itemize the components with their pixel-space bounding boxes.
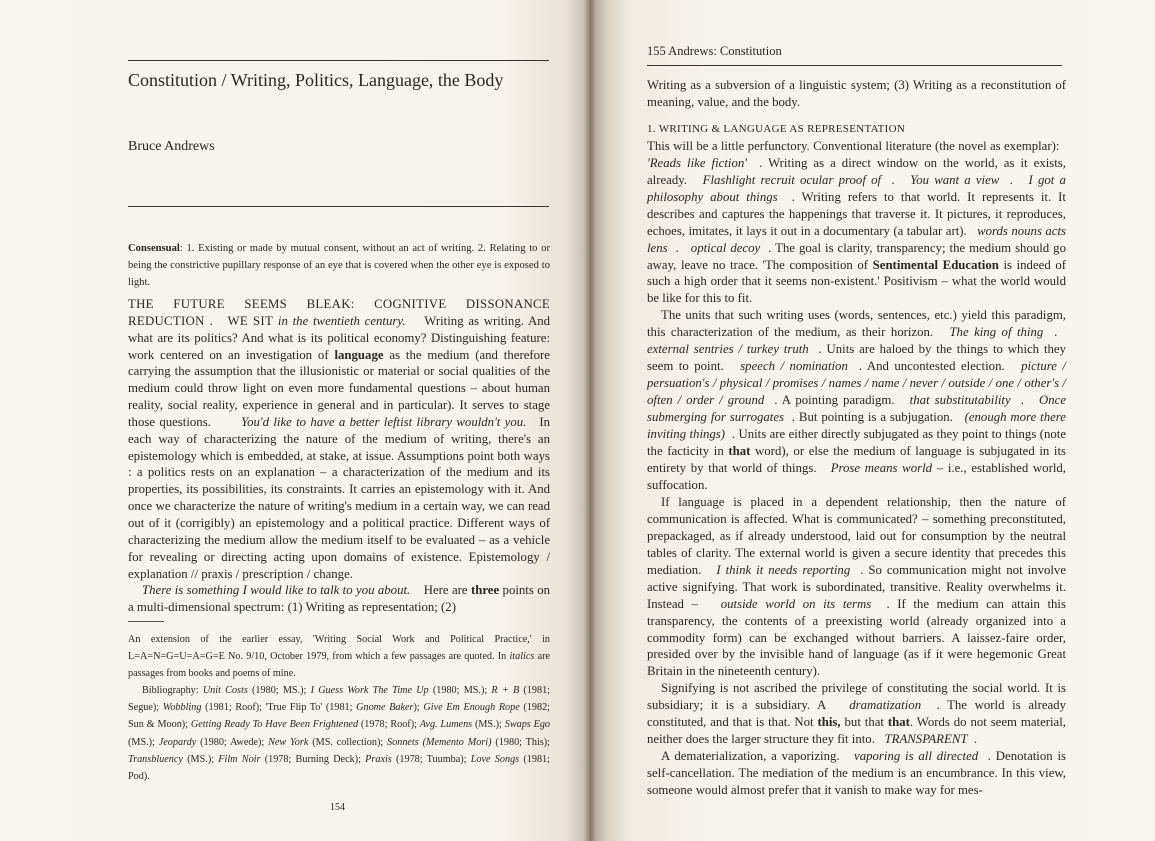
body-text: . So communication might not involve active signifying. That work is subordinated, transitive. Reality overwhelms it. Instead – [647,562,1067,611]
bibliography-detail: (MS.); [182,753,219,765]
right-page [590,0,1155,841]
body-text: . The world is already constituted, and that is that. Not [647,698,1066,730]
bibliography-title: Give Em Enough Rope [423,702,520,714]
body-text: In each way of characterizing the nature of the medium of writing, there's an epistemology which is embedded, at stake, at issue. Assumptions point both ways : a politics rests on an explanation – a characterization of the medium and its properties, its possibilities, its constraints. It carries an epistemology with it. And once we characterize the nature of writing's medium in a certain way, we can read out of it (corrigibly) an epistemology and a political practice. Different ways of characterizing the medium allow the medium itself to be evaluated – as a vehicle for revealing or directing acting upon domains of existence. Epistemology / explanation // praxis / prescription / change. [128,414,550,581]
footnote-rule [128,621,164,622]
italic-quote: optical decoy [690,240,761,255]
bibliography-detail: (1980; This); [491,736,551,748]
italic-quote: (enough more there inviting things) [647,410,1066,442]
bold-text: that [728,444,751,459]
italic-quote: speech / nomination [740,359,848,374]
italic-quote: in the twentieth century. [277,313,406,328]
italic-quote: words nouns acts lens [647,223,1066,255]
body-text: . The goal is clarity, transparency; the medium should go away, leave no trace. 'The composition of [647,240,1066,272]
bibliography-detail: (MS.); [472,719,505,731]
body-text: . [1009,172,1013,187]
bibliography-title: R + B [491,685,520,697]
italic-quote: Once submerging for surrogates [647,393,1066,425]
body-text: is indeed of such a high order that it seems non-existent.' Positivism – what the world would be like for this to fit. [647,257,1066,306]
italic-quote: that substitutability [909,393,1011,408]
body-text: . But pointing is a subjugation. [791,410,953,425]
book-gutter-shadow [584,0,596,841]
italic-quote: 'Reads like fiction' [647,155,747,170]
body-text: . Units are either directly subjugated as they point to things (note the facticity in [647,427,1067,459]
italic-quote: You want a view [910,172,1000,187]
bibliography-detail: (1980; Awede); [196,736,269,748]
body-text: . If the medium can attain this transparency, the contents of a preexisting world (already organized into a commodity form) can be exchanged without barriers. A laissez-faire order, presided over by the invisible hand of language (as if it were hegemonic Great Britain in the nineteenth century). [647,596,1066,679]
bibliography-detail: (1978; Burning Deck); [260,753,366,765]
bold-text: Sentimental Education [872,257,999,272]
section-heading: 1. WRITING & LANGUAGE AS REPRESENTATION [647,122,906,135]
body-text: . A pointing paradigm. [774,393,895,408]
bibliography-title: Avg. Lumens [419,719,473,731]
italic-quote: vaporing is all directed [854,749,979,764]
body-text: . Words do not seem material, neither does the larger structure they fit into. [647,715,1066,747]
author-name: Bruce Andrews [128,139,215,154]
title-top-rule [128,60,549,61]
bibliography-detail: (1981; Pod). [128,753,550,782]
body-text: If language is placed in a dependent relationship, then the nature of communication is affected. What is communicated? – something preconstituted, prepackaged, as if already understood, laid out for consumption by the neutral tables of clarity. The external world is given a secure identity that precedes this mediation. [647,494,1066,577]
body-text: . Writing as a direct window on the world, as it exists, already. [647,155,1066,187]
body-text: This will be a little perfunctory. Conventional literature (the novel as exemplar): [647,138,1060,153]
body-text: . [891,172,895,187]
definition-text: : 1. Existing or made by mutual consent, without an act of writing. 2. Relating to or being the constrictive pupillary response of an eye that is covered when the other eye is exposed to light. [128,243,550,288]
body-text: – i.e., established world, suffocation. [647,460,1066,492]
body-text: A dematerialization, a vaporizing. [661,749,840,764]
italic-quote: There is something I would like to talk to you about. [142,583,411,598]
bibliography-title: Jeopardy [158,736,197,748]
body-text-left [128,296,550,616]
body-text: . [675,240,679,255]
footnote-text: are passages from books and poems of mine. [128,651,551,680]
bibliography-title: Wobbling [162,702,202,714]
bibliography-title: Film Noir [218,753,261,765]
bibliography-detail: (1980; MS.); [247,685,311,697]
bibliography-label: Bibliography: [142,685,203,697]
italic-quote: I think it needs reporting [716,562,851,577]
body-text: word), or else the medium of language is subjugated in its entirety by that world of things. [647,444,1067,475]
bold-text: this, [817,715,841,730]
footnote-text: An extension of the earlier essay, 'Writing Social Work and Political Practice,' in L=A=N=G=U=A=G=E No. 9/10, October 1979, from which a few passages are quoted. In [128,634,550,663]
author-bottom-rule [128,206,549,207]
bibliography-detail: (1978; Roof); [358,719,420,731]
body-text: Writing as writing. And what are its politics? And what is its political economy? Distinguishing feature: work centered on an investigation of [128,313,550,362]
body-text: points on a multi-dimensional spectrum: (1) Writing as representation; (2) [128,583,551,615]
italic-quote: Prose means world [830,460,933,475]
italic-quote: You'd like to have a better leftist library wouldn't you. [241,414,527,429]
bold-text: language [334,347,384,362]
definition-term: Consensual [128,243,180,254]
italic-quote: external sentries / turkey truth [647,342,809,357]
bold-text: that [887,715,910,730]
essay-title: Constitution / Writing, Politics, Language, the Body [128,70,504,90]
bibliography-title: Getting Ready To Have Been Frightened [190,719,359,731]
bibliography-title: Love Songs [470,753,520,765]
bibliography-detail: (1978; Tuumba); [391,753,471,765]
body-text: . [973,732,978,747]
body-text: . [1054,325,1058,340]
italic-quote: outside world on its terms [720,596,872,611]
italic-quote: picture / persuation's / physical / promises / names / name / never / outside / one / other's / often / order / ground [647,359,1066,408]
bibliography-detail: (1981; Segue); [128,685,551,714]
page-number-left: 154 [330,802,345,813]
section-heading: THE FUTURE SEEMS BLEAK: COGNITIVE DISSONANCE REDUCTION . [128,297,550,328]
body-text: . [1020,393,1024,408]
footnote-italic: italics [509,651,535,663]
italic-quote: I got a philosophy about things [647,172,1066,204]
running-head-rule [647,65,1062,66]
body-text: as the medium (and therefore carrying the assumption that the illusionistic or material or social qualities of the medium could throw light on even more fundamental questions – about human reality, social reality, experience in general and in particular). It serves to stage those questions. [128,347,550,429]
bibliography-title: New York [268,736,309,748]
bibliography-title: Praxis [365,753,392,765]
bibliography-title: Swaps Ego [504,719,551,731]
body-text: The units that such writing uses (words, sentences, etc.) yield this paradigm, this characterization of the medium, as their horizon. [647,308,1066,340]
bibliography-title: Transbluency [128,753,183,765]
bibliography-detail: (MS.); [128,736,159,748]
body-text: Writing as a subversion of a linguistic system; (3) Writing as a reconstitution of meaning, value, and the body. [647,78,1066,109]
body-text: . Units are haloed by the things to which they seem to point. [647,342,1066,374]
bibliography-detail: (MS. collection); [308,736,388,748]
body-text: . Writing refers to that world. It represents it. It describes and captures the happenings that traverse it. It pictures, it reproduces, echoes, imitates, it lays it out in a documentary (a tabular art). [647,189,1066,238]
body-text: Signifying is not ascribed the privilege of constituting the social world. It is subsidiary; it is a subsidiary. A [647,681,1066,713]
italic-quote: dramatization [849,698,922,713]
italic-quote: Flashlight recruit ocular proof of [702,172,882,187]
body-text: Here are [423,583,471,598]
body-text: . And uncontested election. [858,359,1005,374]
footnote [128,631,550,785]
bold-text: three [470,583,500,598]
running-head: 155 Andrews: Constitution [647,44,782,58]
body-text-right [647,77,1066,799]
italic-quote: The king of thing [949,325,1044,340]
bibliography-detail: (1981; Roof); 'True Flip To' (1981; [201,702,357,714]
bibliography-detail: (1980; MS.); [428,685,492,697]
bibliography-detail: (1982; Sun & Moon); [128,702,550,731]
body-text: but that [840,715,888,730]
bibliography-title: Sonnets (Memento Mori) [387,736,492,748]
body-text: WE SIT [227,313,278,328]
bibliography-title: Unit Costs [202,685,248,697]
definition-paragraph [128,240,550,291]
bibliography-detail: ); [413,702,424,714]
body-text: . Denotation is self-cancellation. The mediation of the medium is an encumbrance. In this view, someone would almost prefer that it vanish to make way for mes- [647,749,1067,798]
italic-quote: TRANSPARENT [884,732,968,747]
bibliography-title: I Guess Work The Time Up [310,685,429,697]
bibliography-title: Gnome Baker [356,702,414,714]
